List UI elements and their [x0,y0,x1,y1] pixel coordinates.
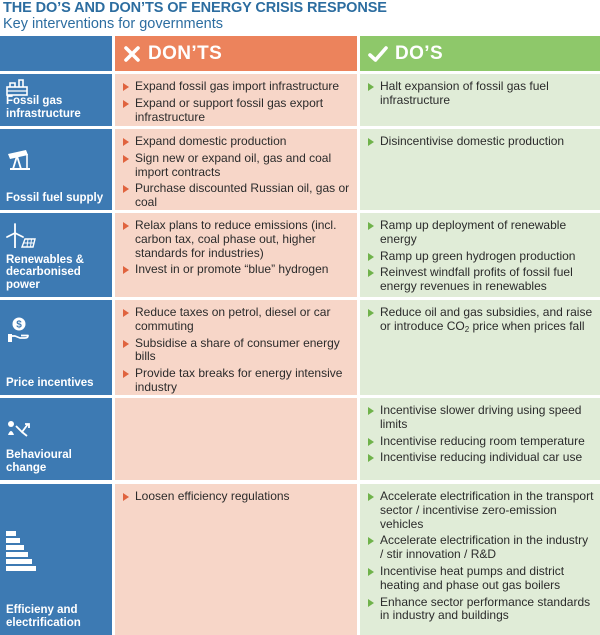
row-label-text: Renewables & decarbonised power [6,253,84,291]
list-item: Sign new or expand oil, gas and coal import contracts [121,152,351,180]
list-item: Relax plans to reduce emissions (incl. carbon tax, coal phase out, higher standards for industries) [121,219,351,260]
wind-solar-icon [6,223,36,249]
list-item: Invest in or promote “blue” hydrogen [121,263,351,277]
donts-cell-efficiency [115,484,357,635]
list-item: Halt expansion of fossil gas fuel infrastructure [366,80,594,108]
cross-icon [123,45,141,63]
list-item: Loosen efficiency regulations [121,490,351,504]
donts-cell-behaviour [115,398,357,480]
coin-hand-icon [6,316,32,344]
list-item: Purchase discounted Russian oil, gas or coal [121,182,351,210]
dos-cell-fossil-gas [360,74,600,126]
row-label-text: Fossil gas infrastructure [6,95,81,120]
row-label-fossil-fuel [0,129,112,210]
list-item: Incentivise reducing room temperature [366,435,594,449]
list-item: Accelerate electrification in the transport sector / incentivise zero-emission vehicles [366,490,594,531]
efficiency-bars-icon [6,529,36,575]
list-item: Subsidise a share of consumer energy bills [121,337,351,365]
list-item: Expand domestic production [121,135,351,149]
row-label-text: Fossil fuel supply [6,191,104,204]
page-title: THE DO’S AND DON’TS OF ENERGY CRISIS RESPONSE [3,0,387,16]
row-label-efficiency [0,484,112,635]
header-donts [115,36,357,71]
list-item: Reinvest windfall profits of fossil fuel energy revenues in renewables [366,266,594,294]
row-label-text: Behavioural change [6,449,72,474]
row-label-fossil-gas [0,74,112,126]
row-label-price [0,300,112,395]
donts-cell-fossil-gas [115,74,357,126]
list-item: Expand fossil gas import infrastructure [121,80,351,94]
header-dos-label: DO’S [395,42,444,64]
list-item: Reduce oil and gas subsidies, and raise or introduce $CO_2$ price when prices fall [366,306,594,334]
list-item: Reduce taxes on petrol, diesel or car commuting [121,306,351,334]
list-item: Provide tax breaks for energy intensive industry [121,367,351,395]
page-subtitle: Key interventions for governments [3,16,224,32]
list-item: Disincentivise domestic production [366,135,594,149]
dos-cell-efficiency [360,484,600,635]
oil-pump-icon [6,147,32,171]
donts-cell-fossil-fuel [115,129,357,210]
header-blank [0,36,112,71]
row-label-text: Efficieny and electrification [6,604,81,629]
list-item: Enhance sector performance standards in industry and buildings [366,596,594,624]
row-label-renewables [0,213,112,297]
dos-cell-fossil-fuel [360,129,600,210]
row-label-behaviour [0,398,112,480]
svg-text:$: $ [16,319,22,331]
row-label-text: Price incentives [6,376,94,389]
checkmark-icon [368,45,388,63]
behaviour-change-icon [6,418,34,438]
dos-cell-renewables [360,213,600,297]
list-item: Ramp up green hydrogen production [366,250,594,264]
header-dos [360,36,600,71]
header-donts-label: DON’TS [148,42,223,64]
list-item: Incentivise heat pumps and district heating and phase out gas boilers [366,565,594,593]
list-item: Incentivise slower driving using speed limits [366,404,594,432]
donts-cell-renewables [115,213,357,297]
list-item: Ramp up deployment of renewable energy [366,219,594,247]
list-item: Accelerate electrification in the industry / stir innovation / R&D [366,534,594,562]
dos-cell-behaviour [360,398,600,480]
dos-cell-price [360,300,600,395]
list-item: Expand or support fossil gas export infrastructure [121,97,351,125]
list-item: Incentivise reducing individual car use [366,451,594,465]
donts-cell-price [115,300,357,395]
